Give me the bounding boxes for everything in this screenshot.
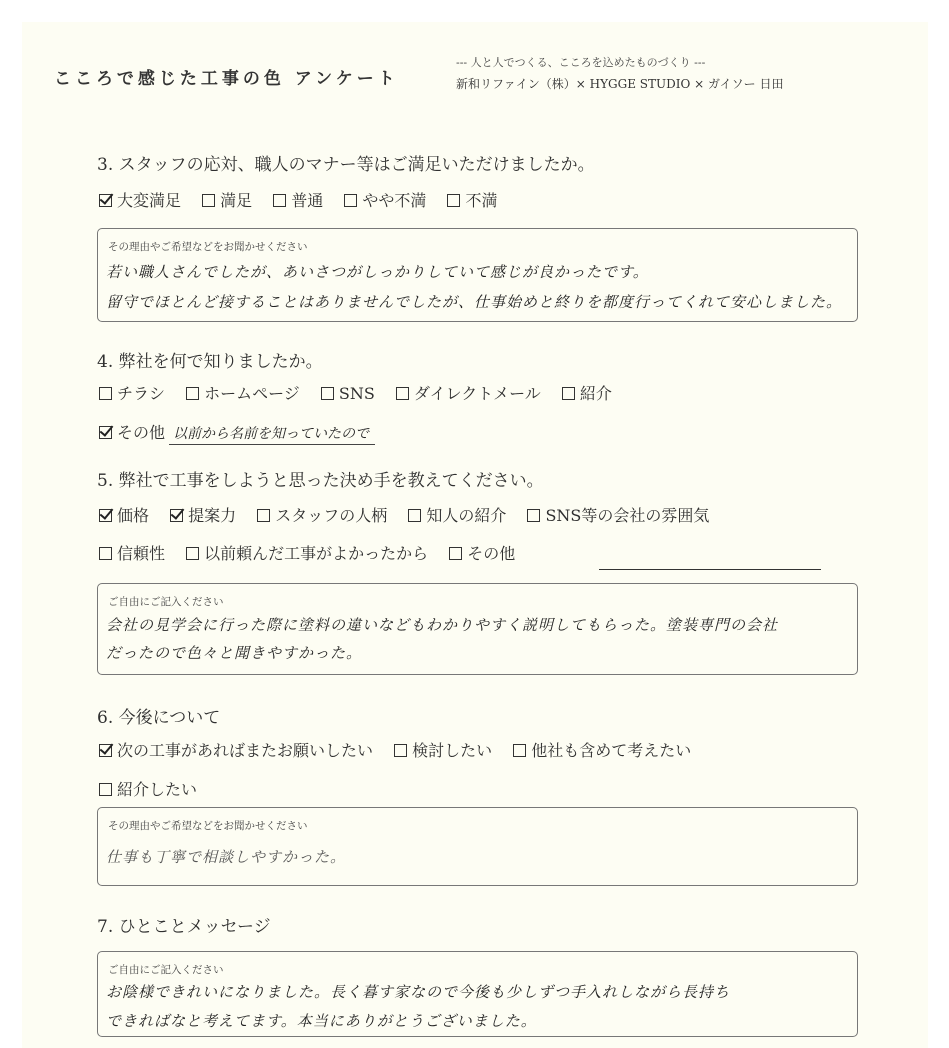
- option-label: 紹介したい: [117, 780, 198, 799]
- checkbox[interactable]: [186, 547, 199, 560]
- q4-options: [99, 381, 628, 404]
- checkbox[interactable]: [527, 509, 540, 522]
- checkbox[interactable]: [257, 509, 270, 522]
- q5-other-answer-line[interactable]: [599, 569, 821, 570]
- q7-answer-line-2: できればなと考えてます。本当にありがとうございました。: [106, 1012, 537, 1030]
- checkbox[interactable]: [447, 194, 460, 207]
- checkbox[interactable]: [344, 194, 357, 207]
- q5-option-1[interactable]: [99, 503, 149, 526]
- q4-question: 4. 弊社を何で知りましたか。: [97, 352, 323, 372]
- checkbox[interactable]: [99, 426, 112, 439]
- q6-options-row-2: [99, 777, 213, 800]
- checkbox[interactable]: [321, 387, 334, 400]
- q3-box-label: その理由やご希望などをお聞かせください: [108, 241, 308, 253]
- option-label: 紹介: [579, 384, 612, 403]
- option-label: SNS等の会社の雰囲気: [545, 506, 710, 525]
- option-label: ホームページ: [204, 384, 300, 403]
- q5-option-6[interactable]: [99, 541, 165, 564]
- option-label: 他社も含めて考えたい: [531, 741, 692, 760]
- option-label: その他: [467, 544, 516, 563]
- q3-option-5[interactable]: [447, 188, 497, 211]
- q6-option-4[interactable]: [99, 777, 197, 800]
- header-companies: 新和リファイン（株）× HYGGE STUDIO × ガイソー 日田: [456, 77, 784, 91]
- checkbox[interactable]: [396, 387, 409, 400]
- q3-answer-line-2: 留守でほとんど接することはありませんでしたが、仕事始めと終りを都度行ってくれて安心しました。: [106, 293, 843, 311]
- q6-option-3[interactable]: [513, 738, 691, 761]
- q5-comment-box[interactable]: [97, 583, 858, 675]
- option-label: 次の工事があればまたお願いしたい: [117, 741, 374, 760]
- option-label: SNS: [338, 384, 375, 403]
- q4-option-4[interactable]: [396, 381, 541, 404]
- q6-box-label: その理由やご希望などをお聞かせください: [108, 820, 308, 832]
- q7-answer-line-1: お陰様できれいになりました。長く暮す家なので今後も少しずつ手入れしながら長持ち: [106, 983, 731, 1001]
- checkbox[interactable]: [408, 509, 421, 522]
- checkbox[interactable]: [186, 387, 199, 400]
- q7-comment-box[interactable]: [97, 951, 858, 1037]
- q4-option-other[interactable]: [99, 420, 165, 443]
- q3-comment-box[interactable]: [97, 228, 858, 322]
- option-label: 価格: [117, 506, 150, 525]
- q4-other-answer[interactable]: 以前から名前を知っていたので: [169, 423, 375, 445]
- q3-answer-line-1: 若い職人さんでしたが、あいさつがしっかりしていて感じが良かったです。: [106, 263, 649, 281]
- checkbox[interactable]: [273, 194, 286, 207]
- q4-option-3[interactable]: [321, 384, 375, 403]
- q5-box-label: ご自由にご記入ください: [108, 596, 224, 608]
- q4-option-1[interactable]: [99, 381, 165, 404]
- q5-option-8[interactable]: [449, 541, 515, 564]
- q5-option-3[interactable]: [257, 503, 387, 526]
- checkbox[interactable]: [170, 509, 183, 522]
- q7-box-label: ご自由にご記入ください: [108, 964, 224, 976]
- checkbox[interactable]: [99, 194, 112, 207]
- q7-question: 7. ひとことメッセージ: [97, 917, 271, 937]
- option-label: ダイレクトメール: [413, 384, 541, 403]
- q6-question: 6. 今後について: [97, 708, 221, 728]
- q5-option-5[interactable]: [527, 503, 709, 526]
- checkbox[interactable]: [99, 744, 112, 757]
- q6-options-row-1: [99, 738, 707, 761]
- q5-options-row-2: [99, 541, 531, 564]
- option-label: やや不満: [362, 191, 427, 210]
- q5-question: 5. 弊社で工事をしようと思った決め手を教えてください。: [97, 471, 544, 491]
- q5-option-4[interactable]: [408, 503, 506, 526]
- option-label: 不満: [465, 191, 498, 210]
- q3-option-1[interactable]: [99, 188, 181, 211]
- checkbox[interactable]: [99, 547, 112, 560]
- option-label: チラシ: [117, 384, 166, 403]
- option-label: 信頼性: [117, 544, 166, 563]
- option-label: 検討したい: [412, 741, 493, 760]
- option-label: 以前頼んだ工事がよかったから: [204, 544, 429, 563]
- checkbox[interactable]: [99, 783, 112, 796]
- option-label: 提案力: [188, 506, 237, 525]
- q3-option-2[interactable]: [202, 188, 252, 211]
- q4-option-2[interactable]: [186, 381, 300, 404]
- checkbox[interactable]: [562, 387, 575, 400]
- q3-options: [99, 188, 513, 211]
- checkbox[interactable]: [202, 194, 215, 207]
- header-tagline: --- 人と人でつくる、こころを込めたものづくり ---: [456, 56, 706, 69]
- q5-answer-line-2: だったので色々と聞きやすかった。: [106, 644, 363, 662]
- checkbox[interactable]: [99, 387, 112, 400]
- q4-other-row: [99, 420, 375, 445]
- survey-title: こころで感じた工事の色 アンケート: [54, 69, 399, 89]
- checkbox[interactable]: [99, 509, 112, 522]
- q6-answer-line-1: 仕事も丁寧で相談しやすかった。: [106, 848, 347, 866]
- checkbox[interactable]: [513, 744, 526, 757]
- option-label: 満足: [220, 191, 253, 210]
- q3-question: 3. スタッフの応対、職人のマナー等はご満足いただけましたか。: [97, 155, 595, 175]
- q6-option-2[interactable]: [394, 738, 492, 761]
- option-label: スタッフの人柄: [275, 506, 388, 525]
- q6-option-1[interactable]: [99, 738, 373, 761]
- q5-options-row-1: [99, 503, 725, 526]
- q5-answer-line-1: 会社の見学会に行った際に塗料の違いなどもわかりやすく説明してもらった。塗装専門の会社: [106, 616, 779, 634]
- checkbox[interactable]: [449, 547, 462, 560]
- q3-option-4[interactable]: [344, 188, 426, 211]
- checkbox[interactable]: [394, 744, 407, 757]
- option-label: その他: [117, 423, 166, 442]
- q5-option-2[interactable]: [170, 503, 236, 526]
- q6-comment-box[interactable]: [97, 807, 858, 886]
- option-label: 大変満足: [117, 191, 182, 210]
- option-label: 知人の紹介: [426, 506, 507, 525]
- q3-option-3[interactable]: [273, 188, 323, 211]
- survey-sheet: [22, 22, 928, 1048]
- q4-option-5[interactable]: [562, 381, 612, 404]
- option-label: 普通: [291, 191, 324, 210]
- q5-option-7[interactable]: [186, 541, 428, 564]
